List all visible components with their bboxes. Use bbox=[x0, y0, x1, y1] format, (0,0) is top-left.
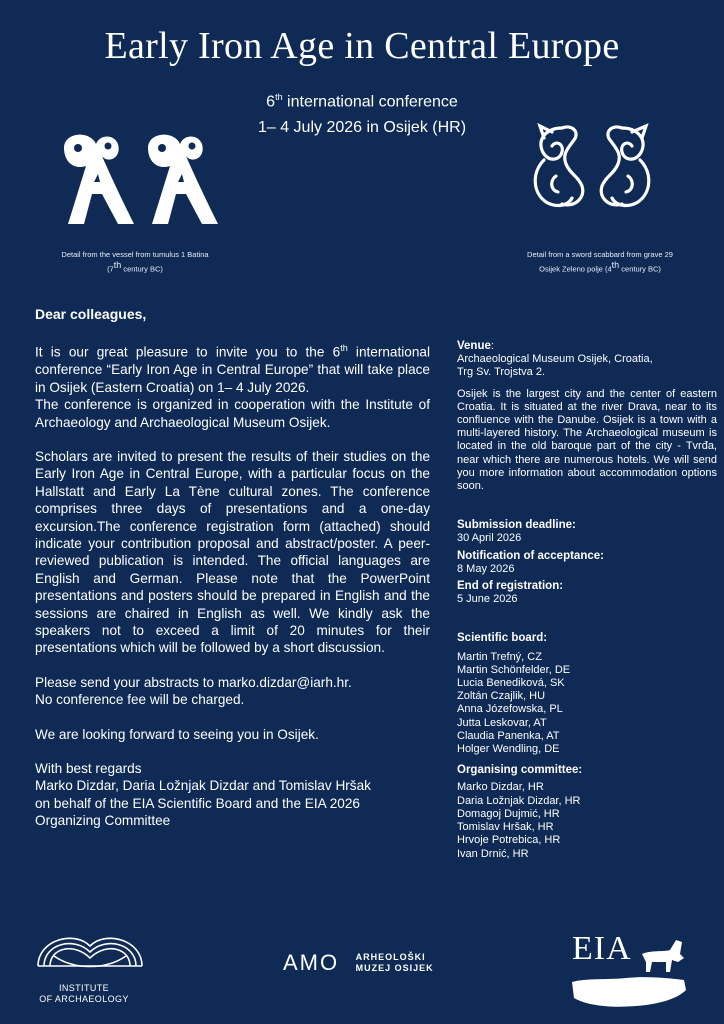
notification-date: 8 May 2026 bbox=[457, 562, 515, 575]
board-list bbox=[457, 651, 717, 757]
conference-dates-place: 1– 4 July 2026 in Osijek (HR) bbox=[257, 119, 467, 136]
submission-label: Submission deadline: bbox=[457, 519, 576, 532]
right-image-caption: Detail from a sword scabbard from grave 29 Osijek Zeleno polje (4th century BC) bbox=[527, 250, 673, 274]
venue-heading: Venue: bbox=[457, 340, 494, 352]
notification-label: Notification of acceptance: bbox=[457, 549, 604, 562]
archaeological-museum-osijek-logo bbox=[283, 950, 434, 976]
member-name: Marko Dizdar, HR bbox=[457, 781, 544, 794]
member-name: Martin Schönfelder, DE bbox=[457, 663, 571, 676]
signatories-line: Marko Dizdar, Daria Ložnjak Dizdar and Tomislav Hršak bbox=[35, 778, 371, 794]
venue-description: Osijek is the largest city and the center of eastern Croatia. It is situated at the river Drava, near to its confluence with the Danube. Osijek is a town with a multi-layered history. The Archaeological museum is located in the old baroque part of the city - Tvrđa, near which there are numerous hotels. We will send you more information about accommodation options soon. bbox=[457, 387, 717, 493]
member-name: Daria Ložnjak Dizdar, HR bbox=[457, 794, 581, 807]
dragon-pair-ornament-icon bbox=[522, 120, 662, 212]
member-name: Holger Wendling, DE bbox=[457, 743, 560, 756]
left-image-caption: Detail from the vessel from tumulus 1 Batina (7th century BC) bbox=[61, 250, 209, 274]
member-name: Domagoj Dujmić, HR bbox=[457, 807, 560, 820]
venue-address-line2: Trg Sv. Trojstva 2. bbox=[457, 366, 546, 379]
committee-list bbox=[457, 781, 717, 860]
conference-ordinal: 6th international conference bbox=[266, 92, 458, 111]
details-paragraph: Scholars are invited to present the results of their studies on the Early Iron Age in Central Europe, with a particular focus on the Hallstatt and Early La Tène cultural zones. The conference comprises three days of presentations and a one-day excursion.The conference registration form (attached) should indicate your contribution proposal and abstract/poster. A peer-reviewed publication is intended. The official languages are English and German. Please note that the PowerPoint presentations and posters should be prepared in English and the sessions are chaired in English as well. We kindly ask the speakers not to exceed a limit of 20 minutes for their presentations which will be followed by a short discussion. bbox=[35, 448, 430, 656]
submission-date: 30 April 2026 bbox=[457, 532, 522, 545]
abstract-email-line: Please send your abstracts to marko.dizdar@iarh.hr. bbox=[35, 674, 352, 690]
poster-title: Early Iron Age in Central Europe bbox=[104, 25, 620, 67]
looking-forward-line: We are looking forward to seeing you in Osijek. bbox=[35, 726, 319, 742]
on-behalf-line: on behalf of the EIA Scientific Board and the EIA 2026 bbox=[35, 795, 360, 811]
member-name: Lucia Benediková, SK bbox=[457, 677, 565, 690]
organizer-paragraph: The conference is organized in cooperation with the Institute of Archaeology and Archaeological Museum Osijek. bbox=[35, 397, 430, 430]
registration-label: End of registration: bbox=[457, 580, 564, 593]
bird-ornament-icon bbox=[56, 128, 226, 228]
intro-paragraph: It is our great pleasure to invite you to the 6th international conference “Early Iron Age in Central Europe” that will take place in Osijek (Eastern Croatia) on 1– 4 July 2026. bbox=[35, 343, 430, 395]
member-name: Anna Józefowska, PL bbox=[457, 703, 563, 716]
knot-emblem-icon bbox=[34, 926, 146, 972]
committee-label: Organising committee: bbox=[457, 764, 583, 777]
registration-date: 5 June 2026 bbox=[457, 593, 518, 606]
board-label: Scientific board: bbox=[457, 632, 548, 645]
member-name: Tomislav Hršak, HR bbox=[457, 821, 554, 834]
member-name: Ivan Drnić, HR bbox=[457, 847, 529, 860]
member-name: Zoltán Czajlik, HU bbox=[457, 690, 546, 703]
greeting: Dear colleagues, bbox=[35, 306, 147, 322]
institute-name: INSTITUTE OF ARCHAEOLOGY bbox=[39, 983, 129, 1004]
committee-line: Organizing Committee bbox=[35, 813, 171, 829]
venue-address-line1: Archaeological Museum Osijek, Croatia, bbox=[457, 353, 653, 366]
member-name: Claudia Panenka, AT bbox=[457, 729, 560, 742]
museum-name: ARHEOLOŠKI MUZEJ OSIJEK bbox=[355, 952, 434, 973]
member-name: Martin Trefný, CZ bbox=[457, 650, 542, 663]
eia-logo bbox=[566, 928, 696, 1010]
member-name: Jutta Leskovar, AT bbox=[457, 716, 547, 729]
amo-wordmark: AMO bbox=[283, 950, 340, 975]
eia-wordmark: EIA bbox=[572, 930, 632, 967]
invitation-letter bbox=[35, 306, 430, 830]
institute-of-archaeology-logo bbox=[34, 926, 154, 1005]
fee-line: No conference fee will be charged. bbox=[35, 692, 245, 708]
member-name: Hrvoje Potrebica, HR bbox=[457, 834, 561, 847]
regards-line: With best regards bbox=[35, 761, 142, 777]
info-sidebar bbox=[457, 340, 717, 861]
